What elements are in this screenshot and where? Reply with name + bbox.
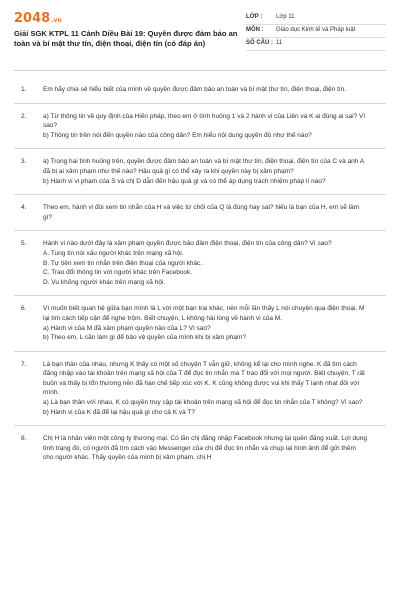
question-line: b) Theo em, L cần làm gì để bảo vệ quyền của mình khi bị xâm phạm? [43,334,247,342]
logo-suffix: .vn [51,17,62,24]
question-item [14,104,386,150]
question-line: b) Hành vi vi phạm của S và chị D dẫn đến hậu quả gì và có thể áp dụng trách nhiệm pháp lí nào? [43,177,326,185]
question-line: a) Trong hai tình huống trên, quyền được đảm bảo an toàn và bí mật thư tín, điện thoại, điện tín của C và anh A đã bị ai xâm phạm như thế nào? Hậu quả gì có thể xảy ra khi quyền này bị xâm phạm? [43,158,364,175]
question-item [14,149,386,195]
question-item [14,231,386,296]
document-title: Giải SGK KTPL 11 Cánh Diều Bài 19: Quyền được đảm bảo an toàn và bí mật thư tín, điện thoại, điện tín (có đáp án) [14,29,238,48]
option-b: B. Tự tiện xem tin nhắn trên điện thoại của người khác. [43,259,203,267]
question-number: 3. [21,158,27,166]
meta-label: LỚP : [246,14,263,20]
question-body [43,360,386,418]
question-number: 6. [21,305,27,313]
question-line: b) Hành vi của K đã để lại hậu quả gì cho cả K và T? [43,408,196,416]
meta-value: Lớp 11 [276,14,295,20]
question-body [43,434,386,463]
logo-text: 2048 [14,11,51,26]
option-a: A. Tung tin nói xấu người khác trên mạng xã hội. [43,249,184,257]
question-item [14,195,386,231]
meta-value: 11 [276,40,283,46]
question-body [43,85,386,95]
question-body [43,304,386,342]
question-body [43,203,386,222]
question-item [14,296,386,351]
question-line: Hành vi nào dưới đây là xâm phạm quyền được bảo đảm điện thoại, điện tín của công dân? Vì sao? [43,240,332,248]
question-item [14,426,386,471]
meta-row-subject [246,25,386,38]
question-line: Em hãy chia sẻ hiểu biết của mình về quyền được đảm bảo an toàn và bí mật thư tín, điện thoại, điện tín. [43,86,347,93]
site-logo[interactable] [14,12,242,28]
meta-row-count [246,38,386,51]
meta-label: MÔN : [246,27,264,33]
question-number: 2. [21,112,27,120]
question-number: 8. [21,435,27,443]
question-number: 7. [21,360,27,368]
question-body [43,157,386,186]
question-body [43,239,386,287]
question-number: 1. [21,86,27,93]
question-list [14,77,386,471]
header-left [14,12,242,64]
meta-value: Giáo dục Kinh tế và Pháp luật [276,27,356,33]
meta-label: SỐ CÂU : [246,40,273,46]
question-item [14,352,386,427]
question-line: a) Là bạn thân với nhau, K có quyền truy cập tài khoản trên mạng xã hội để đọc tin nhắn của T không? Vì sao? [43,399,363,407]
document-header [14,0,386,64]
question-line: Vì muốn biết quan hệ giữa bạn mình là L với một bạn trai khác, nên mỗi lần thấy L nói chuyện qua điện thoại, M lại tìm cách tiếp cận để nghe trộm. Biết chuyện, L không hài lòng về hành vi của M. [43,305,365,322]
question-number: 5. [21,240,27,248]
question-line: a) Từ thông tin về quy định của Hiến pháp, theo em ở tình huống 1 và 2 hành vi của Liên và K ai đúng ai sai? Vì sao? [43,112,366,130]
meta-row-grade [246,12,386,25]
question-line: Là bạn thân của nhau, nhưng K thấy có một số chuyện T vẫn giữ, không kể lại cho mình nghe. K đã tìm cách đăng nhập vào tài khoản trên mạng xã hội của T để đọc tin nhắn mà T trao đổi với mọi người. Biết chuyện, T rất buồn và thấy bị tổn thương nên đã hạn chế tiếp xúc với K. K cũng không được vui khi thấy T lạnh nhạt đối với mình. [43,360,365,397]
meta-table [246,12,386,64]
question-line: Chị H là nhân viên một công ty thương mại. Có lần chị đăng nhập Facebook nhưng lại quên đăng xuất. Lợi dụng tình trạng đó, có người đã tìm cách vào Messenger của chị để đọc tin nhắn và chụp lại hình ảnh để gửi thêm cho người khác. Thấy quyền của mình bị xâm phạm, chị H [43,435,368,462]
question-number: 4. [21,204,27,212]
option-d: D. Vu khống người khác trên mạng xã hội. [43,278,166,286]
question-line: a) Hành vi của M đã xâm phạm quyền nào của L? Vì sao? [43,324,211,332]
question-body [43,112,386,141]
question-line: b) Thông tin trên nói đến quyền nào của công dân? Em hiểu nội dung quyền đó như thế nào? [43,131,312,139]
question-line: Theo em, hành vi đòi xem tin nhắn của H và việc từ chối của Q là đúng hay sai? Nếu là bạn của H, em sẽ làm gì? [43,204,360,221]
header-divider [14,70,386,71]
option-c: C. Trao đổi thông tin với người khác trên Facebook. [43,269,193,277]
question-item [14,77,386,104]
